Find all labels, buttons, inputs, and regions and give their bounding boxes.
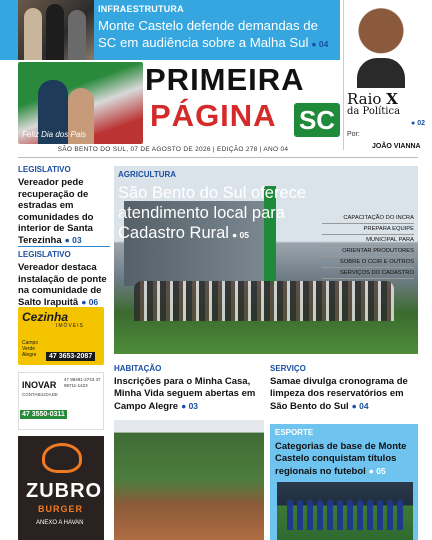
left-story2-page: ● 06	[81, 296, 99, 307]
left-story2-headline[interactable]: Vereador destaca instalação de ponte na comunidade de Salto Irapuitã ● 06	[18, 262, 107, 308]
main-story-headline[interactable]: São Bento do Sul oferece atendimento local para Cadastro Rural ● 05	[118, 184, 307, 242]
housing-story-tag: HABITAÇÃO	[114, 364, 162, 373]
ad-inovar-info: 47 98491-2743 47 99711-1423	[64, 377, 101, 388]
left-story1-headline[interactable]: Vereador pede recuperação de estradas em comunidades do interior de Santa Terezinha ● 03	[18, 177, 94, 246]
top-story-headline-text: Monte Castelo defende demandas de SC em audiência sobre a Malha Sul	[98, 18, 318, 50]
left-story1-tag: LEGISLATIVO	[18, 165, 71, 174]
dateline: SÃO BENTO DO SUL, 07 DE AGOSTO DE 2026 | EDIÇÃO 278 | ANO 04	[57, 146, 289, 153]
bull-icon	[42, 443, 82, 473]
column-page: ● 02	[411, 120, 425, 127]
divider	[18, 246, 110, 247]
top-story-page: ● 04	[311, 39, 329, 49]
sports-story-tag: ESPORTE	[275, 428, 314, 437]
ad-cezinha-tag: Campo Verde Alegre	[22, 340, 39, 358]
service-story-tag: SERVIÇO	[270, 364, 306, 373]
column-title: Raio X	[347, 90, 398, 108]
main-story-summary: CAPACITAÇÃO DO INCRA PREPARA EQUIPE MUNICIPAL PARA ORIENTAR PRODUTORES SOBRE O CCIR E OUTROS SERVIÇOS DO CADASTRO	[322, 213, 414, 279]
ad-cezinha-phone: 47 3653-2087	[46, 352, 95, 361]
ad-inovar-phone: 47 3550-0311	[22, 411, 65, 418]
column-by-label: Por:	[347, 131, 360, 138]
ad-zubro-logo: ZUBRO	[26, 480, 103, 502]
service-story-headline[interactable]: Samae divulga cronograma de limpeza dos reservatórios em São Bento do Sul ● 04	[270, 376, 408, 412]
ad-cezinha-logo: Cezinha	[22, 310, 69, 324]
columnist-photo	[345, 0, 417, 88]
column-subtitle: da Política	[347, 106, 401, 117]
housing-story-headline[interactable]: Inscrições para o Minha Casa, Minha Vida seguem abertas em Campo Alegre ● 03	[114, 376, 256, 412]
masthead-caption: Feliz Dia dos Pais	[22, 130, 87, 139]
housing-story-page: ● 03	[181, 401, 199, 411]
left-story1-page: ● 03	[64, 234, 82, 245]
column-author: JOÃO VIANNA	[372, 143, 421, 150]
service-story-page: ● 04	[351, 401, 369, 411]
ad-inovar-logo: INOVAR	[22, 380, 57, 390]
brand-logo-line1: PRIMEIRA	[145, 62, 305, 97]
ad-inovar-sub: CONTABILIDADE	[22, 392, 58, 397]
brand-sc-badge: SC	[294, 103, 340, 137]
ad-cezinha-sub: IMÓVEIS	[56, 323, 84, 329]
sports-story-photo[interactable]	[277, 482, 413, 540]
top-story-headline[interactable]	[98, 17, 338, 53]
brand-logo-line2: PÁGINA	[150, 98, 277, 133]
sports-story-headline[interactable]: Categorias de base de Monte Castelo conquistam títulos regionais no futebol ● 05	[275, 441, 407, 477]
ad-zubro-note: ANEXO A HAVAN	[36, 520, 84, 526]
main-story-tag: AGRICULTURA	[118, 170, 177, 179]
main-story-page: ● 05	[231, 230, 249, 240]
divider	[18, 157, 418, 158]
top-story-photo	[18, 0, 94, 60]
housing-story-photo[interactable]	[114, 420, 264, 540]
sports-story-page: ● 05	[368, 466, 386, 476]
left-story2-tag: LEGISLATIVO	[18, 250, 71, 259]
top-story-tag: INFRAESTRUTURA	[98, 4, 184, 14]
ad-zubro-sub: BURGER	[38, 504, 84, 514]
